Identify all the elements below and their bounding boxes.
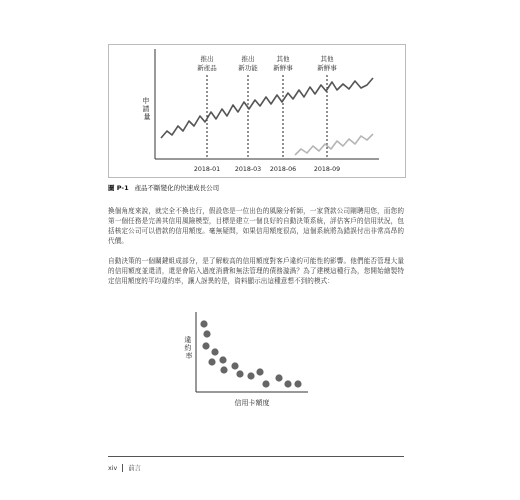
figure-1-caption: [108, 183, 219, 192]
scatter-point: [202, 342, 209, 349]
scatter-point: [231, 362, 238, 369]
event-label-3-line1: 其他: [276, 55, 290, 63]
event-label-4-line2: 新鮮事: [317, 64, 337, 72]
date-label-1: 2018-01: [193, 166, 221, 173]
date-label-4: 2018-09: [313, 166, 341, 173]
paragraph-1: 換個角度來說，就完全不換也行，假設您是一位出色的風險分析師，一家貸款公司剛聘用您，而您的第一個任務是完善其信用風險模型，目標是建立一個良好的自動決策系統，評估客戶的信用狀況，包括核定公司可以借款的信用額度。毫無疑問，如果信用額度很高，這個系統將為錯誤付出非常高昂的代價。: [108, 207, 404, 245]
figure-1-chart: [109, 45, 405, 177]
scatter-point: [208, 358, 215, 365]
event-label-3-line2: 新鮮事: [273, 64, 293, 72]
scatter-point: [200, 320, 207, 327]
page-footer: [108, 463, 141, 472]
event-label-1-line1: 推出: [200, 55, 214, 63]
scatter-point: [211, 348, 218, 355]
fig2-ylabel-char-1: 違: [184, 336, 192, 344]
event-label-2-line2: 新功能: [238, 64, 258, 72]
figure-1-frame: [108, 44, 406, 178]
date-label-3: 2018-06: [269, 166, 297, 173]
figure-1-ylabel: [142, 96, 151, 121]
fig2-ylabel-char-2: 約: [184, 344, 192, 352]
main-series-line: [161, 78, 373, 138]
caption-label: 圖 P-1: [108, 184, 129, 192]
scatter-point: [203, 330, 210, 337]
paragraph-2: 自動決策的一個關鍵組成部分，是了解較高的信用額度對客戶違約可能性的影響。他們能否管理大量的信用額度並還清，還是會陷入過度消費和無法管理的債務漩渦？為了建模這種行為，您開始繪製特定信用額度的平均違約率，讓人訝異的是，資料顯示出這種意想不到的模式：: [108, 257, 404, 285]
fig2-ylabel: [184, 335, 193, 360]
event-label-4-line1: 其他: [320, 55, 334, 63]
footer-rule: [108, 456, 404, 457]
date-label-2: 2018-03: [234, 166, 262, 173]
caption-text: 產品不斷變化的快速成長公司: [134, 184, 220, 192]
scatter-point: [247, 372, 254, 379]
secondary-series-line: [295, 134, 373, 155]
scatter-point: [294, 380, 301, 387]
fig2-ylabel-char-3: 率: [185, 352, 193, 360]
scatter-point: [220, 366, 227, 373]
scatter-point: [275, 374, 282, 381]
scatter-point: [262, 380, 269, 387]
footer-separator: [122, 464, 123, 472]
scatter-point: [284, 380, 291, 387]
page-number: xiv: [108, 465, 118, 472]
ylabel-char-2: 請: [142, 105, 150, 113]
event-label-2-line1: 推出: [241, 55, 255, 63]
scatter-point: [236, 370, 243, 377]
section-name: 前言: [128, 465, 141, 472]
scatter-point: [219, 356, 226, 363]
ylabel-char-3: 量: [143, 113, 151, 121]
event-label-1-line2: 新產品: [197, 64, 217, 72]
scatter-points: [200, 320, 301, 387]
fig2-xlabel: 信用卡額度: [234, 399, 270, 407]
scatter-point: [256, 368, 263, 375]
ylabel-char-1: 申: [142, 97, 150, 105]
figure-2-chart: [180, 310, 330, 410]
